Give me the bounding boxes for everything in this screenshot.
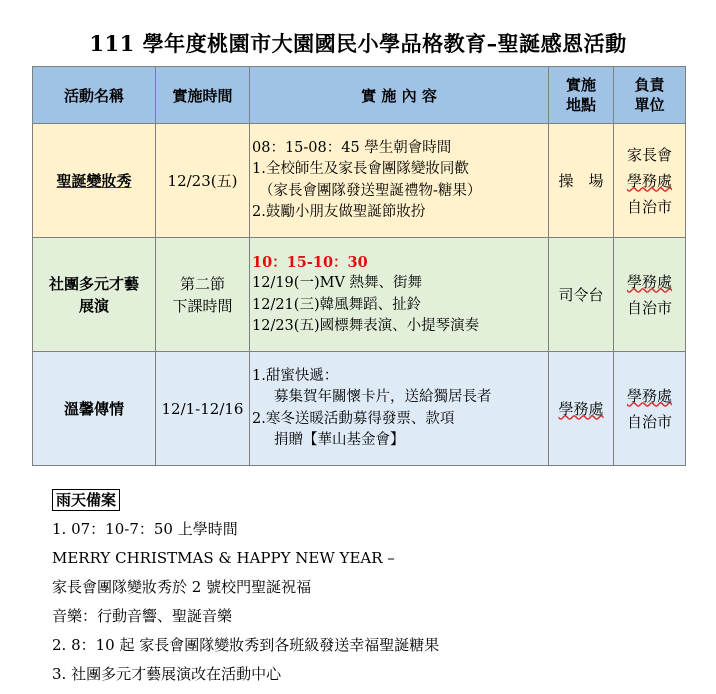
activity-time: 12/1-12/16 xyxy=(156,352,250,466)
activity-content xyxy=(250,352,549,466)
activity-table xyxy=(32,66,686,466)
activity-place-text: 學務處 xyxy=(558,399,604,418)
rain-plan-line: 3. 社團多元才藝展演改在活動中心 xyxy=(52,665,282,683)
activity-place: 司令台 xyxy=(549,238,614,352)
rain-plan-line: 家長會團隊變妝秀於 2 號校門聖誕祝福 xyxy=(52,578,312,596)
unit-line: 家長會 xyxy=(626,145,672,164)
activity-content xyxy=(250,238,549,352)
content-line: 08：15-08：45 學生朝會時間 xyxy=(252,139,452,156)
rain-plan-title: 雨天備案 xyxy=(52,489,120,511)
activity-name-line2: 展演 xyxy=(78,296,109,315)
header-unit xyxy=(614,67,686,124)
rain-plan-line: 音樂：行動音響、聖誕音樂 xyxy=(52,607,233,625)
activity-name-line1: 社團多元才藝 xyxy=(48,274,139,293)
header-name: 活動名稱 xyxy=(33,67,156,124)
content-line: 1.全校師生及家長會團隊變妝同歡 xyxy=(252,161,469,177)
content-line: 12/23(五)國標舞表演、小提琴演奏 xyxy=(252,318,480,334)
table-row xyxy=(33,238,686,352)
header-unit-line1: 負責 xyxy=(634,76,665,94)
activity-name: 溫馨傳情 xyxy=(33,352,156,466)
activity-time: 12/23(五) xyxy=(156,124,250,238)
activity-time-line1: 第二節 xyxy=(179,274,225,293)
activity-place xyxy=(549,352,614,466)
activity-unit xyxy=(614,238,686,352)
header-place-line2: 地點 xyxy=(565,96,596,114)
content-line: （家長會團隊發送聖誕禮物-糖果） xyxy=(259,182,482,199)
unit-line: 自治市 xyxy=(626,197,672,216)
header-content: 實 施 內 容 xyxy=(250,67,549,124)
unit-line: 自治市 xyxy=(626,298,672,317)
content-line: 捐贈【華山基金會】 xyxy=(274,432,405,448)
header-place-line1: 實施 xyxy=(565,76,596,94)
table-row xyxy=(33,124,686,238)
rain-plan-line: MERRY CHRISTMAS & HAPPY NEW YEAR – xyxy=(52,549,395,567)
header-place xyxy=(549,67,614,124)
table-header-row xyxy=(33,67,686,124)
activity-place: 操 場 xyxy=(549,124,614,238)
unit-line: 自治市 xyxy=(626,412,672,431)
page-title: 111 學年度桃園市大園國民小學品格教育–聖誕感恩活動 xyxy=(89,31,627,56)
unit-line: 學務處 xyxy=(626,272,672,291)
activity-content xyxy=(250,124,549,238)
content-line: 1.甜蜜快遞： xyxy=(252,367,339,384)
content-line: 10：15-10：30 xyxy=(252,253,368,271)
activity-name-text: 聖誕變妝秀 xyxy=(56,171,132,190)
content-line: 12/21(三)韓風舞蹈、扯鈴 xyxy=(252,296,422,313)
content-line: 募集賀年關懷卡片，送給獨居長者 xyxy=(274,389,492,405)
unit-line: 學務處 xyxy=(626,171,672,190)
content-line: 2.寒冬送暖活動募得發票、款項 xyxy=(252,410,455,427)
activity-unit xyxy=(614,352,686,466)
content-line: 2.鼓勵小朋友做聖誕節妝扮 xyxy=(252,204,426,220)
header-unit-line2: 單位 xyxy=(634,96,665,114)
header-time: 實施時間 xyxy=(156,67,250,124)
activity-time xyxy=(156,238,250,352)
activity-name xyxy=(33,124,156,238)
rain-plan-line: 1. 07：10-7：50 上學時間 xyxy=(52,520,238,538)
activity-time-line2: 下課時間 xyxy=(172,296,233,315)
table-row xyxy=(33,352,686,466)
content-line: 12/19(一)MV 熱舞、街舞 xyxy=(252,275,423,291)
activity-name xyxy=(33,238,156,352)
rain-plan-line: 2. 8：10 起 家長會團隊變妝秀到各班級發送幸福聖誕糖果 xyxy=(52,636,440,654)
activity-unit xyxy=(614,124,686,238)
rain-plan xyxy=(52,486,439,689)
unit-line: 學務處 xyxy=(626,386,672,405)
